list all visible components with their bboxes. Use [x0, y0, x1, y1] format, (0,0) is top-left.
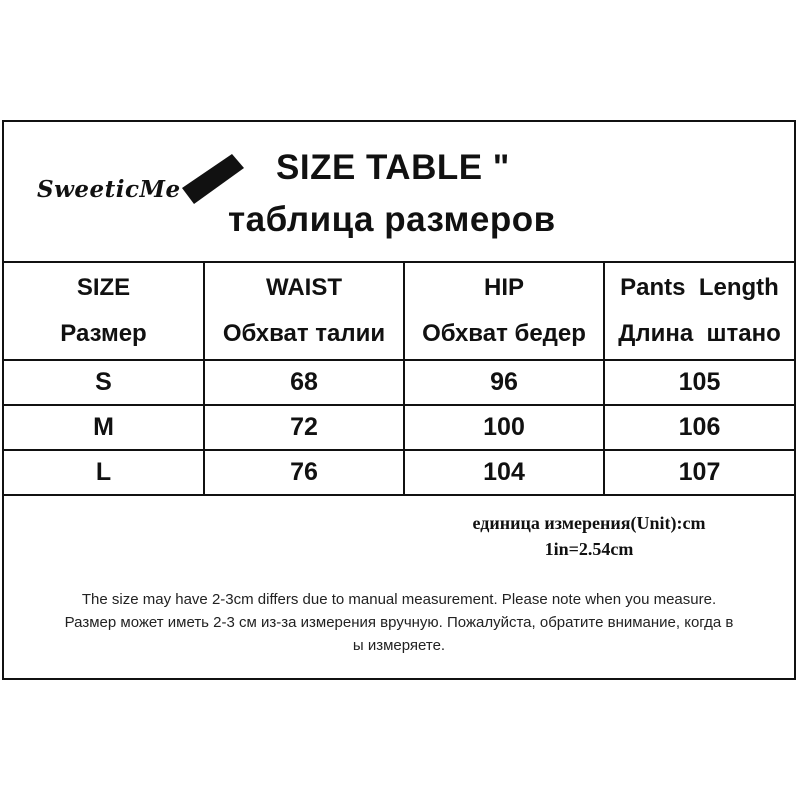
unit-line: единица измерения(Unit):cm: [472, 513, 706, 533]
table-row: [4, 450, 794, 495]
unit-info: [424, 510, 754, 562]
header-size-ru: Размер: [60, 320, 147, 347]
cell-waist: 72: [204, 405, 404, 450]
note-line-russian: Размер может иметь 2-3 см из-за измерения вручную. Пожалуйста, обратите внимание, когда в: [64, 614, 734, 631]
header-length-ru: Длина штано: [618, 320, 781, 347]
cell-length: 107: [604, 450, 794, 495]
cell-size: M: [4, 405, 204, 450]
cell-hip: 96: [404, 360, 604, 405]
header-hip-en: HIP: [483, 274, 524, 301]
title-russian: таблица размеров: [228, 200, 556, 239]
header-waist-ru: Обхват талии: [222, 320, 386, 347]
header-pants-length: [604, 262, 794, 360]
cell-length: 106: [604, 405, 794, 450]
size-chart-frame: [2, 120, 796, 680]
header-waist: [204, 262, 404, 360]
note-line-english: The size may have 2-3cm differs due to manual measurement. Please note when you measure.: [81, 591, 717, 608]
cell-hip: 104: [404, 450, 604, 495]
measurement-note: [4, 588, 794, 657]
header-waist-en: WAIST: [266, 274, 342, 301]
chart-header: [4, 122, 794, 263]
cell-size: L: [4, 450, 204, 495]
conversion-line: 1in=2.54cm: [544, 539, 634, 559]
cell-hip: 100: [404, 405, 604, 450]
table-row: [4, 360, 794, 405]
brand-logo-text: SweeticMe: [37, 176, 181, 203]
header-size-en: SIZE: [76, 274, 131, 301]
note-line-russian-cont: ы измеряете.: [352, 637, 446, 654]
table-header-row: [4, 262, 794, 360]
header-hip-ru: Обхват бедер: [422, 320, 586, 347]
cell-waist: 76: [204, 450, 404, 495]
cell-length: 105: [604, 360, 794, 405]
header-length-en: Pants Length: [620, 274, 779, 301]
cell-size: S: [4, 360, 204, 405]
cell-waist: 68: [204, 360, 404, 405]
header-hip: [404, 262, 604, 360]
header-size: [4, 262, 204, 360]
size-table: [4, 261, 794, 496]
brand-logo: [34, 146, 244, 206]
table-row: [4, 405, 794, 450]
title-english: SIZE TABLE ": [276, 148, 510, 187]
